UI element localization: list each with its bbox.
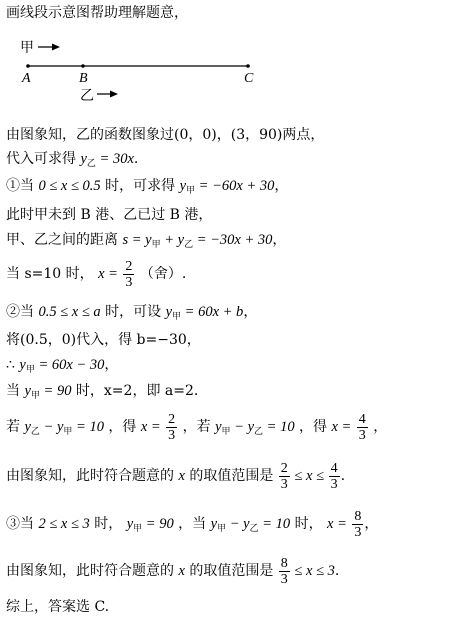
line-10-text: 当: [6, 383, 20, 399]
punct: ，: [272, 232, 287, 248]
line-1: 由图象知，乙的函数图象过(0，0)，(3，90)两点，: [6, 127, 325, 143]
numerator: 4: [358, 411, 366, 427]
punct: ，: [104, 357, 119, 373]
inequality: ≤ x ≤ 3: [290, 563, 335, 579]
x-eq: x =: [327, 516, 347, 532]
condition: 0.5 ≤ x ≤ a: [38, 304, 101, 320]
point-b-label: B: [79, 71, 88, 86]
y-var: y: [126, 516, 134, 532]
numerator: 2: [125, 258, 133, 274]
de-text: ，得: [108, 419, 137, 435]
ruo-text: ，若: [182, 419, 211, 435]
line-9: [6, 356, 118, 379]
minus-y: − y: [39, 419, 64, 435]
equation: = 60x + b: [181, 304, 244, 320]
minus-y: − y: [226, 516, 250, 532]
line-8: 将(0.5，0)代入，得 b=−30，: [6, 332, 201, 348]
equation: = 90: [39, 383, 72, 399]
line-5: [6, 231, 286, 254]
denominator: 3: [168, 427, 176, 443]
denominator: 3: [280, 571, 288, 587]
fraction-2: [329, 461, 340, 492]
line-12: [6, 458, 345, 494]
equation: = 60x − 30: [34, 357, 105, 373]
s-expr: s = y: [122, 232, 152, 248]
condition: 0 ≤ x ≤ 0.5: [38, 178, 101, 194]
y-var: y: [210, 516, 218, 532]
denominator: 3: [280, 476, 288, 492]
line-6-end: （舍）.: [139, 266, 187, 282]
punct: ，: [274, 178, 289, 194]
y-var: y: [19, 357, 26, 373]
y-subscript: 甲: [133, 524, 143, 534]
y-subscript: 乙: [86, 159, 96, 169]
x-var: x: [178, 563, 185, 579]
y-var: y: [165, 304, 173, 320]
fraction-1: [166, 412, 177, 443]
line-11: [6, 409, 387, 450]
line-7-mid: 时，可设: [105, 304, 162, 320]
intro-text: 画线段示意图帮助理解题意，: [6, 5, 188, 21]
line-13-mid: 时，: [94, 516, 123, 532]
x-var: x: [178, 468, 185, 484]
y-var: y: [24, 419, 31, 435]
line-3-text: ①当: [6, 178, 34, 194]
line-3-mid: 时，可求得: [105, 178, 176, 194]
line-3: [6, 177, 288, 200]
line-11-text: 若: [6, 419, 20, 435]
shi-text: 时，: [294, 516, 323, 532]
y-subscript: 甲: [30, 391, 40, 401]
equation: = 10: [258, 516, 291, 532]
therefore-symbol: ∴: [6, 357, 15, 373]
label-yi: 乙: [80, 88, 94, 104]
x-eq: x =: [331, 419, 352, 435]
fraction: [123, 259, 134, 290]
punct: .: [340, 468, 346, 484]
point-a-dot: [26, 64, 30, 68]
y-subscript: 甲: [186, 186, 196, 196]
label-jia: 甲: [20, 40, 34, 56]
denominator: 3: [354, 524, 362, 540]
sub-3: 甲: [221, 427, 231, 437]
inequality: ≤ x ≤: [290, 468, 328, 484]
numerator: 8: [280, 555, 288, 571]
line-12-mid: 的取值范围是: [189, 468, 274, 484]
line-6-text: 当 s=10 时，: [6, 266, 94, 282]
de-text: ，得: [299, 419, 328, 435]
line-7-text: ②当: [6, 304, 34, 320]
fraction-1: [279, 461, 290, 492]
punct: .: [133, 151, 139, 167]
line-13: [6, 506, 378, 547]
segment-diagram: [0, 0, 469, 110]
equation: = 10: [263, 419, 295, 435]
equation: = 30x: [95, 151, 134, 167]
line-14: [6, 553, 339, 589]
line-2: [6, 150, 138, 173]
equation: = −30x + 30: [193, 232, 273, 248]
fraction: [279, 556, 290, 587]
dang-text: ，当: [178, 516, 207, 532]
sub-2: 甲: [63, 427, 73, 437]
equation: = 90: [142, 516, 174, 532]
line-4: 此时甲未到 B 港、乙已过 B 港，: [6, 207, 213, 223]
y-subscript: 甲: [25, 365, 35, 375]
fraction: [352, 509, 363, 540]
sub-2: 乙: [184, 240, 194, 250]
y-var: y: [80, 151, 87, 167]
equation: = −60x + 30: [195, 178, 275, 194]
punct: .: [334, 563, 340, 579]
x-eq: x =: [140, 419, 161, 435]
x-eq: x =: [98, 266, 118, 282]
sub-1: 甲: [151, 240, 161, 250]
equation: = 10: [72, 419, 104, 435]
minus-y: − y: [230, 419, 255, 435]
denominator: 3: [358, 427, 366, 443]
line-14-mid: 的取值范围是: [189, 563, 274, 579]
sub-3: 乙: [249, 524, 259, 534]
numerator: 4: [330, 460, 338, 476]
punct: ，: [243, 304, 258, 320]
condition: 2 ≤ x ≤ 3: [38, 516, 90, 532]
line-13-text: ③当: [6, 516, 34, 532]
point-a-label: A: [22, 71, 31, 86]
plus-y: + y: [160, 232, 185, 248]
punct: ，: [364, 516, 379, 532]
point-b-dot: [81, 64, 85, 68]
fraction-2: [357, 412, 368, 443]
y-subscript: 甲: [172, 312, 182, 322]
numerator: 2: [168, 411, 176, 427]
y-var: y: [215, 419, 222, 435]
line-10: [6, 382, 198, 405]
line-5-text: 甲、乙之间的距离: [6, 232, 118, 248]
punct: ，: [373, 419, 388, 435]
line-2-text: 代入可求得: [6, 151, 76, 167]
numerator: 8: [354, 508, 362, 524]
line-15: 综上，答案选 C.: [6, 599, 110, 615]
sub-2: 甲: [217, 524, 227, 534]
denominator: 3: [330, 476, 338, 492]
y-var: y: [24, 383, 31, 399]
line-6: [6, 256, 186, 292]
sub-1: 乙: [30, 427, 40, 437]
y-var: y: [179, 178, 187, 194]
sub-4: 乙: [254, 427, 264, 437]
denominator: 3: [125, 274, 133, 290]
point-c-dot: [246, 64, 250, 68]
line-14-text: 由图象知，此时符合题意的: [6, 563, 174, 579]
numerator: 2: [280, 460, 288, 476]
arrow-yi-head: [110, 91, 118, 98]
line-7: [6, 303, 257, 326]
line-10-end: 时，x=2，即 a=2.: [75, 383, 199, 399]
point-c-label: C: [244, 71, 254, 86]
arrow-jia-head: [52, 44, 60, 51]
line-12-text: 由图象知，此时符合题意的: [6, 468, 174, 484]
